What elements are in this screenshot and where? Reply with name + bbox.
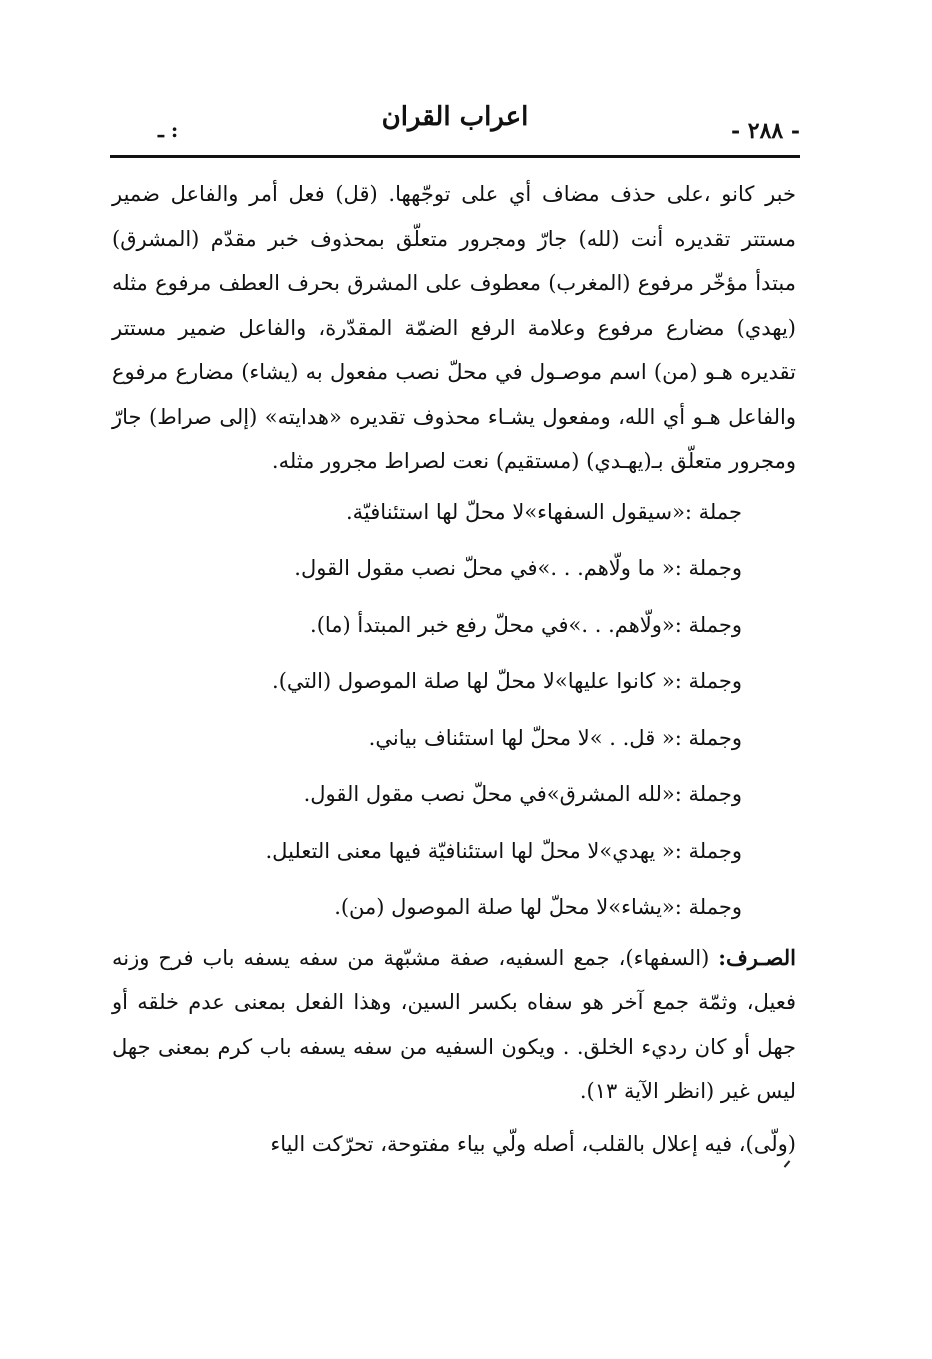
sarf-text: (السفهاء)، جمع السفيه، صفة مشبّهة من سفه يسفه باب فرح وزنه فعيل، وثمّة جمع آخر هو سفاه بكسر السين، وهذا الفعل بمعنى عدم خلقه أو جهل أو كان رديء الخلق. . ويكون السفيه من سفه يسفه باب كرم بمعنى جهل ليس غير (انظر الآية ١٣). [112, 945, 796, 1103]
sentence-list [112, 484, 796, 936]
sentence-item: وجملة :« كانوا عليها»لا محلّ لها صلة الموصول (التي). [272, 669, 742, 693]
page-number: - ٢٨٨ - [730, 118, 800, 144]
intro-paragraph: خبر كانو ،على حذف مضاف أي على توجّهها. (قل) فعل أمر والفاعل ضمير مستتر تقديره أنت (لله) جارّ ومجرور متعلّق بمحذوف خبر مقدّم (المشرق) مبتدأ مؤخّر مرفوع (المغرب) معطوف على المشرق بحرف العطف مرفوع مثله (يهدي) مضارع مرفوع وعلامة الرفع الضمّة المقدّرة، والفاعل ضمير مستتر تقديره هـو (من) اسم موصـول في محلّ نصب مفعول به (يشاء) مضارع مرفوع والفاعل هـو أي الله، ومفعول يشـاء محذوف تقديره «هدايته» (إلى صراط) جارّ ومجرور متعلّق بـ(يهـدي) (مستقيم) نعت لصراط مجرور مثله. [112, 182, 796, 473]
header-rule [110, 155, 800, 158]
sentence-item: وجملة :« قل. . »لا محلّ لها استئناف بياني. [368, 725, 742, 750]
sentence-item: وجملة :«لله المشرق»في محلّ نصب مقول القول. [303, 782, 742, 806]
sentence-item: وجملة :« يهدي»لا محلّ لها استئنافيّة فيها معنى التعليل. [265, 838, 742, 863]
page-header [110, 100, 800, 150]
sentence-item: وجملة :« ما ولّاهم. . .»في محلّ نصب مقول القول. [294, 556, 742, 580]
body-text [112, 172, 796, 1166]
header-mark: ـ : [158, 118, 179, 142]
running-title: اعراب القران [381, 102, 529, 132]
sarf-paragraph [112, 936, 796, 1114]
sentence-item: وجملة :«يشاء»لا محلّ لها صلة الموصول (من). [334, 895, 742, 919]
last-paragraph: (ولّى)، فيه إعلال بالقلب، أصله ولّي بياء مفتوحة، تحرّكت الياء [270, 1131, 796, 1156]
sentence-item: جملة :«سيقول السفهاء»لا محلّ لها استئنافيّة. [346, 499, 742, 524]
sentence-item: وجملة :«ولّاهم. . .»في محلّ رفع خبر المبتدأ (ما). [310, 612, 742, 637]
sarf-heading: الصـرف: [718, 944, 796, 970]
